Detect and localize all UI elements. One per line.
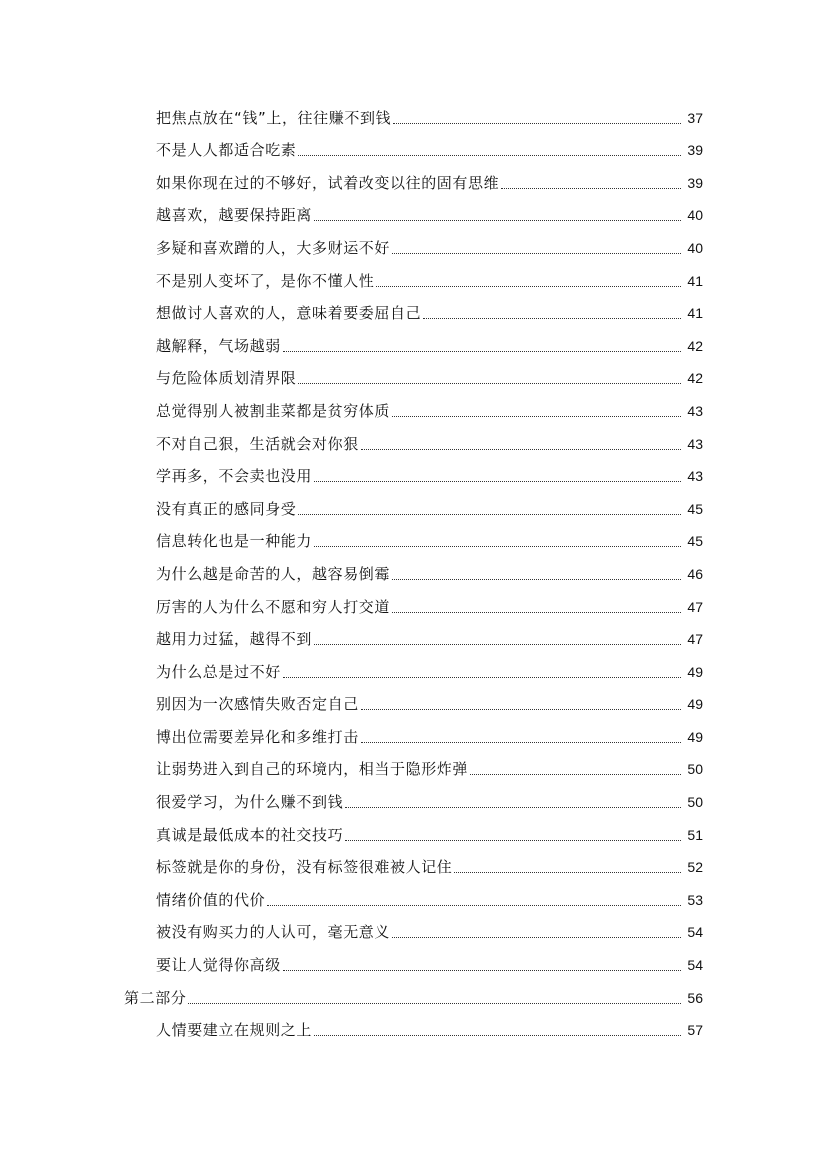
toc-dot-leader	[283, 970, 681, 971]
toc-entry-title: 越用力过猛，越得不到	[156, 630, 313, 649]
toc-entry[interactable]	[156, 297, 703, 330]
toc-dot-leader	[298, 514, 681, 515]
toc-entry[interactable]	[156, 557, 703, 590]
toc-entry[interactable]	[156, 590, 703, 623]
toc-dot-leader	[314, 481, 681, 482]
toc-entry-title: 不对自己狠，生活就会对你狠	[156, 434, 359, 453]
toc-entry-page-number: 43	[687, 468, 703, 485]
toc-entry-page-number: 56	[687, 989, 703, 1006]
toc-entry-page-number: 40	[687, 239, 703, 256]
toc-entry[interactable]	[124, 981, 703, 1014]
toc-dot-leader	[393, 123, 681, 124]
toc-entry[interactable]	[156, 785, 703, 818]
toc-entry-title: 不是人人都适合吃素	[156, 141, 297, 160]
toc-entry-page-number: 49	[687, 663, 703, 680]
toc-entry-page-number: 50	[687, 761, 703, 778]
toc-entry-title: 很爱学习，为什么赚不到钱	[156, 793, 344, 812]
toc-entry[interactable]	[156, 329, 703, 362]
toc-dot-leader	[454, 872, 681, 873]
toc-entry[interactable]	[156, 199, 703, 232]
toc-entry[interactable]	[156, 492, 703, 525]
toc-dot-leader	[314, 220, 681, 221]
toc-entry[interactable]	[156, 655, 703, 688]
toc-entry-title: 博出位需要差异化和多维打击	[156, 727, 359, 746]
toc-dot-leader	[392, 416, 681, 417]
toc-entry-title: 信息转化也是一种能力	[156, 532, 313, 551]
toc-entry-page-number: 43	[687, 402, 703, 419]
toc-entry-title: 为什么总是过不好	[156, 662, 281, 681]
toc-entry-page-number: 54	[687, 957, 703, 974]
toc-entry-title: 没有真正的感同身受	[156, 499, 297, 518]
toc-entry[interactable]	[156, 460, 703, 493]
toc-entry-page-number: 51	[687, 826, 703, 843]
toc-dot-leader	[267, 905, 681, 906]
toc-entry-title: 总觉得别人被割韭菜都是贫穷体质	[156, 401, 391, 420]
toc-entry-title: 让弱势进入到自己的环境内，相当于隐形炸弹	[156, 760, 469, 779]
toc-entry-title: 情绪价值的代价	[156, 890, 266, 909]
toc-entry-page-number: 57	[687, 1022, 703, 1039]
toc-dot-leader	[314, 1035, 681, 1036]
toc-dot-leader	[361, 742, 681, 743]
toc-entry[interactable]	[156, 948, 703, 981]
toc-dot-leader	[470, 774, 681, 775]
toc-entry-page-number: 42	[687, 337, 703, 354]
toc-entry[interactable]	[156, 101, 703, 134]
toc-entry-title: 人情要建立在规则之上	[156, 1021, 313, 1040]
toc-entry-page-number: 54	[687, 924, 703, 941]
toc-entry-page-number: 46	[687, 565, 703, 582]
toc-entry-title: 与危险体质划清界限	[156, 369, 297, 388]
toc-dot-leader	[283, 677, 681, 678]
toc-entry[interactable]	[156, 525, 703, 558]
toc-dot-leader	[188, 1003, 681, 1004]
toc-entry[interactable]	[156, 623, 703, 656]
toc-entry[interactable]	[156, 851, 703, 884]
toc-dot-leader	[298, 155, 681, 156]
toc-entry-title: 别因为一次感情失败否定自己	[156, 695, 359, 714]
toc-entry-title: 越解释，气场越弱	[156, 336, 281, 355]
toc-dot-leader	[345, 807, 681, 808]
toc-dot-leader	[314, 644, 681, 645]
toc-entry[interactable]	[156, 264, 703, 297]
toc-dot-leader	[283, 351, 681, 352]
toc-dot-leader	[314, 546, 681, 547]
toc-entry-page-number: 41	[687, 272, 703, 289]
toc-entry[interactable]	[156, 818, 703, 851]
toc-entry[interactable]	[156, 231, 703, 264]
toc-entry-page-number: 39	[687, 174, 703, 191]
toc-entry[interactable]	[156, 427, 703, 460]
toc-entry[interactable]	[156, 753, 703, 786]
table-of-contents	[0, 101, 827, 1046]
toc-entry[interactable]	[156, 362, 703, 395]
toc-entry-page-number: 40	[687, 207, 703, 224]
toc-dot-leader	[361, 449, 681, 450]
toc-dot-leader	[392, 253, 681, 254]
toc-entry-title: 多疑和喜欢蹭的人，大多财运不好	[156, 238, 391, 257]
toc-entry-page-number: 49	[687, 696, 703, 713]
toc-entry-page-number: 42	[687, 370, 703, 387]
toc-dot-leader	[392, 937, 681, 938]
toc-entry[interactable]	[156, 166, 703, 199]
toc-entry-page-number: 41	[687, 305, 703, 322]
toc-entry[interactable]	[156, 916, 703, 949]
toc-entry-title: 标签就是你的身份，没有标签很难被人记住	[156, 858, 453, 877]
toc-entry-page-number: 39	[687, 142, 703, 159]
toc-entry-title: 不是别人变坏了，是你不懂人性	[156, 271, 375, 290]
toc-entry-page-number: 37	[687, 109, 703, 126]
toc-entry-title: 学再多，不会卖也没用	[156, 467, 313, 486]
toc-entry-page-number: 49	[687, 728, 703, 745]
toc-entry[interactable]	[156, 394, 703, 427]
toc-entry-page-number: 43	[687, 435, 703, 452]
toc-dot-leader	[501, 188, 681, 189]
toc-dot-leader	[392, 612, 681, 613]
toc-dot-leader	[345, 840, 681, 841]
toc-dot-leader	[361, 709, 681, 710]
toc-entry[interactable]	[156, 688, 703, 721]
toc-entry-page-number: 50	[687, 794, 703, 811]
toc-dot-leader	[392, 579, 681, 580]
toc-entry-title: 第二部分	[124, 988, 187, 1007]
toc-dot-leader	[376, 286, 681, 287]
toc-entry-title: 真诚是最低成本的社交技巧	[156, 825, 344, 844]
toc-entry[interactable]	[156, 1014, 703, 1047]
toc-entry-page-number: 45	[687, 500, 703, 517]
toc-entry-page-number: 53	[687, 891, 703, 908]
toc-entry[interactable]	[156, 883, 703, 916]
toc-entry-page-number: 47	[687, 631, 703, 648]
toc-entry-page-number: 45	[687, 533, 703, 550]
toc-entry[interactable]	[156, 134, 703, 167]
toc-dot-leader	[423, 318, 681, 319]
toc-entry-page-number: 47	[687, 598, 703, 615]
toc-dot-leader	[298, 383, 681, 384]
toc-entry-title: 想做讨人喜欢的人，意味着要委屈自己	[156, 304, 422, 323]
toc-entry-title: 为什么越是命苦的人，越容易倒霉	[156, 564, 391, 583]
toc-entry-title: 被没有购买力的人认可，毫无意义	[156, 923, 391, 942]
toc-entry-title: 越喜欢，越要保持距离	[156, 206, 313, 225]
toc-entry-title: 如果你现在过的不够好，试着改变以往的固有思维	[156, 173, 500, 192]
toc-entry-title: 要让人觉得你高级	[156, 956, 281, 975]
toc-entry-title: 厉害的人为什么不愿和穷人打交道	[156, 597, 391, 616]
toc-entry[interactable]	[156, 720, 703, 753]
toc-entry-title: 把焦点放在“钱”上，往往赚不到钱	[156, 108, 392, 127]
toc-entry-page-number: 52	[687, 859, 703, 876]
